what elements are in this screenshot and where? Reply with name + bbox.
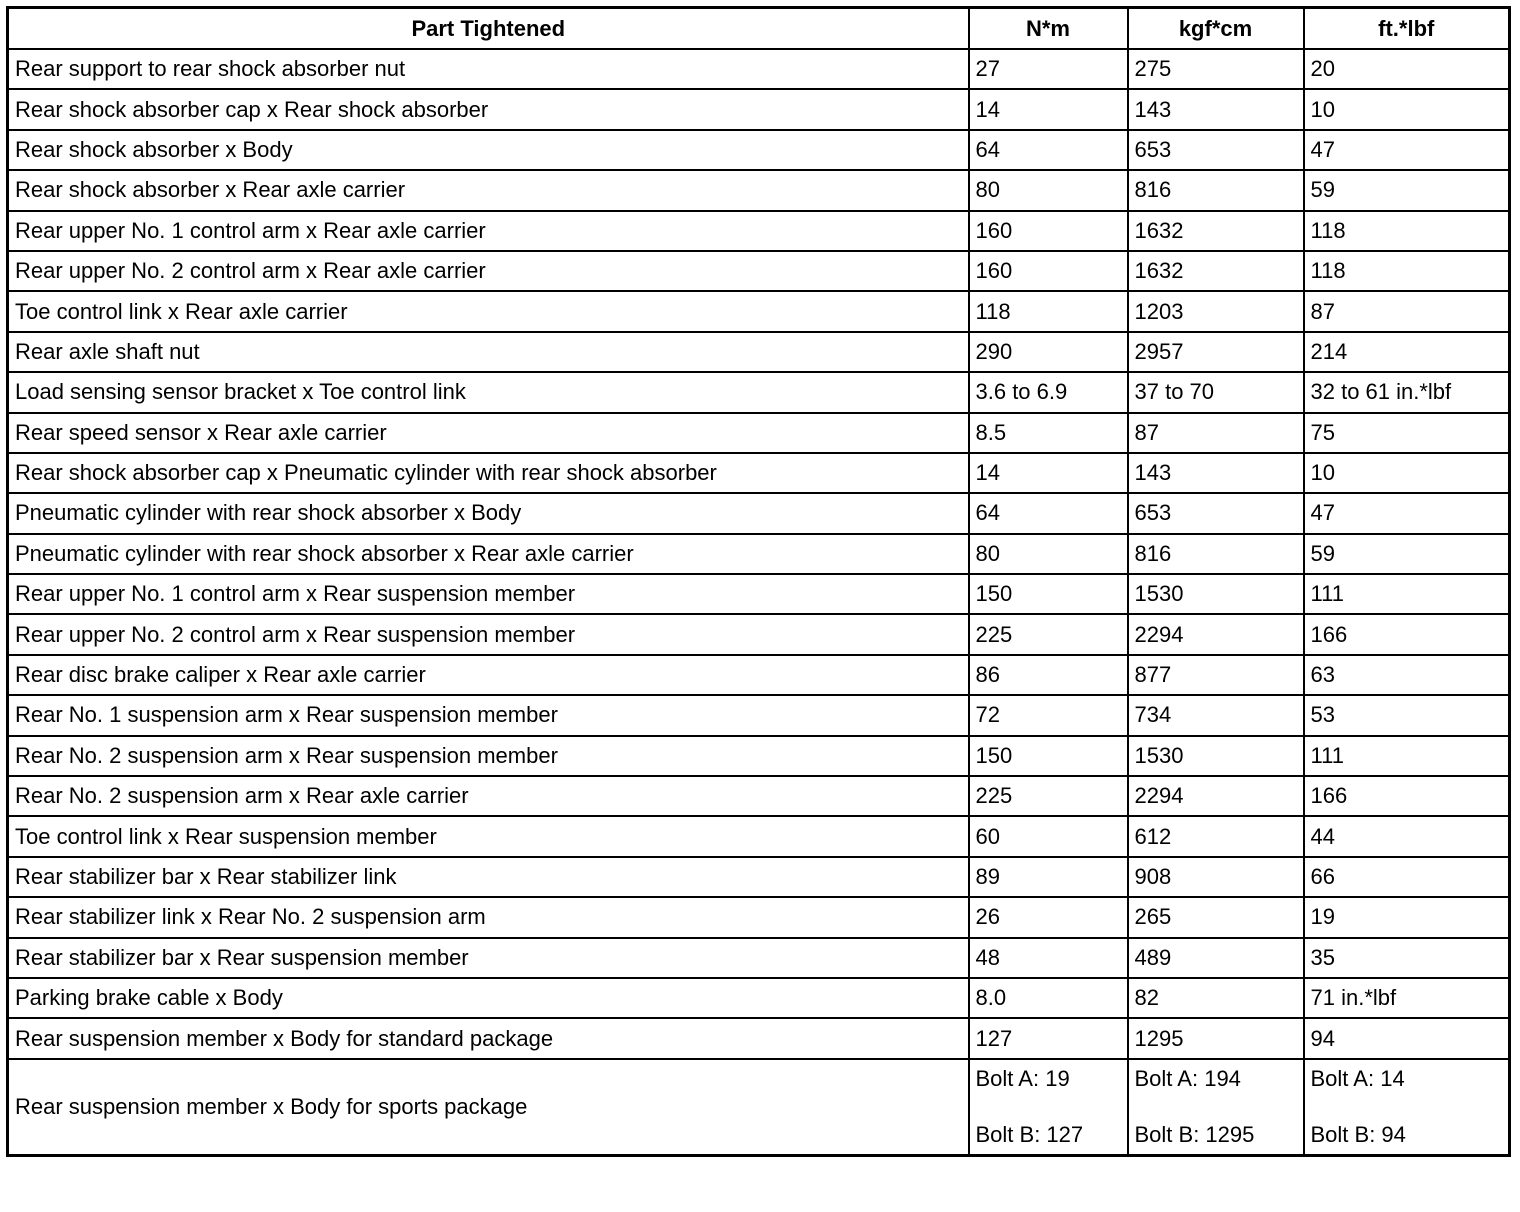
cell-part: Pneumatic cylinder with rear shock absorber x Body bbox=[8, 493, 969, 533]
cell-part: Toe control link x Rear suspension member bbox=[8, 816, 969, 856]
cell-kgfcm: 2957 bbox=[1128, 332, 1304, 372]
cell-kgfcm: 612 bbox=[1128, 816, 1304, 856]
cell-ftlbf: 94 bbox=[1304, 1018, 1510, 1058]
cell-ftlbf: 111 bbox=[1304, 574, 1510, 614]
cell-nm: 86 bbox=[969, 655, 1128, 695]
cell-ftlbf: 20 bbox=[1304, 49, 1510, 89]
table-row bbox=[8, 816, 1510, 856]
cell-part: Pneumatic cylinder with rear shock absorber x Rear axle carrier bbox=[8, 534, 969, 574]
cell-ftlbf: 44 bbox=[1304, 816, 1510, 856]
cell-part: Rear shock absorber cap x Rear shock absorber bbox=[8, 89, 969, 129]
cell-kgfcm: 734 bbox=[1128, 695, 1304, 735]
table-row bbox=[8, 89, 1510, 129]
cell-ftlbf: 47 bbox=[1304, 130, 1510, 170]
cell-nm: 225 bbox=[969, 776, 1128, 816]
table-body bbox=[8, 49, 1510, 1155]
cell-kgfcm: 265 bbox=[1128, 897, 1304, 937]
cell-ftlbf: 59 bbox=[1304, 534, 1510, 574]
cell-nm: 14 bbox=[969, 453, 1128, 493]
cell-part: Load sensing sensor bracket x Toe control link bbox=[8, 372, 969, 412]
cell-kgfcm: 143 bbox=[1128, 453, 1304, 493]
cell-kgfcm: 908 bbox=[1128, 857, 1304, 897]
table-row bbox=[8, 211, 1510, 251]
cell-ftlbf: 118 bbox=[1304, 211, 1510, 251]
cell-nm: 48 bbox=[969, 938, 1128, 978]
cell-part: Rear speed sensor x Rear axle carrier bbox=[8, 413, 969, 453]
cell-kgfcm: 82 bbox=[1128, 978, 1304, 1018]
cell-nm: 27 bbox=[969, 49, 1128, 89]
cell-ftlbf: 10 bbox=[1304, 89, 1510, 129]
cell-ftlbf: 166 bbox=[1304, 614, 1510, 654]
table-row bbox=[8, 251, 1510, 291]
cell-kgfcm: 653 bbox=[1128, 130, 1304, 170]
cell-nm: 14 bbox=[969, 89, 1128, 129]
cell-part: Rear upper No. 2 control arm x Rear suspension member bbox=[8, 614, 969, 654]
cell-part: Rear No. 2 suspension arm x Rear suspension member bbox=[8, 736, 969, 776]
table-row bbox=[8, 655, 1510, 695]
cell-kgfcm bbox=[1128, 1059, 1304, 1156]
cell-kgfcm: 37 to 70 bbox=[1128, 372, 1304, 412]
cell-kgfcm: 2294 bbox=[1128, 614, 1304, 654]
cell-ftlbf: 111 bbox=[1304, 736, 1510, 776]
torque-specification-table bbox=[6, 6, 1511, 1157]
cell-nm: 60 bbox=[969, 816, 1128, 856]
cell-nm: 64 bbox=[969, 493, 1128, 533]
bolt-a-ftlbf: Bolt A: 14 bbox=[1310, 1065, 1405, 1091]
table-row bbox=[8, 49, 1510, 89]
table-row bbox=[8, 736, 1510, 776]
cell-part: Rear upper No. 2 control arm x Rear axle carrier bbox=[8, 251, 969, 291]
cell-nm: 8.0 bbox=[969, 978, 1128, 1018]
table-row bbox=[8, 1018, 1510, 1058]
cell-nm: 290 bbox=[969, 332, 1128, 372]
cell-ftlbf: 87 bbox=[1304, 291, 1510, 331]
header-kgfcm: kgf*cm bbox=[1128, 8, 1304, 50]
cell-nm: 89 bbox=[969, 857, 1128, 897]
cell-ftlbf: 63 bbox=[1304, 655, 1510, 695]
cell-part: Rear shock absorber x Body bbox=[8, 130, 969, 170]
cell-nm: 160 bbox=[969, 211, 1128, 251]
cell-part: Rear stabilizer bar x Rear suspension member bbox=[8, 938, 969, 978]
cell-kgfcm: 87 bbox=[1128, 413, 1304, 453]
table-row-sports-package bbox=[8, 1059, 1510, 1156]
cell-kgfcm: 1632 bbox=[1128, 251, 1304, 291]
cell-ftlbf: 75 bbox=[1304, 413, 1510, 453]
cell-nm: 72 bbox=[969, 695, 1128, 735]
cell-ftlbf: 53 bbox=[1304, 695, 1510, 735]
table-row bbox=[8, 938, 1510, 978]
cell-part: Rear shock absorber cap x Pneumatic cylinder with rear shock absorber bbox=[8, 453, 969, 493]
bolt-a-nm: Bolt A: 19 bbox=[975, 1065, 1070, 1091]
cell-kgfcm: 1530 bbox=[1128, 736, 1304, 776]
cell-kgfcm: 1632 bbox=[1128, 211, 1304, 251]
cell-ftlbf: 166 bbox=[1304, 776, 1510, 816]
bolt-b-kgfcm: Bolt B: 1295 bbox=[1134, 1121, 1255, 1147]
cell-nm: 225 bbox=[969, 614, 1128, 654]
cell-part: Rear suspension member x Body for sports package bbox=[8, 1059, 969, 1156]
cell-kgfcm: 816 bbox=[1128, 534, 1304, 574]
table-row bbox=[8, 978, 1510, 1018]
cell-part: Rear disc brake caliper x Rear axle carrier bbox=[8, 655, 969, 695]
table-row bbox=[8, 372, 1510, 412]
cell-nm: 160 bbox=[969, 251, 1128, 291]
cell-ftlbf: 35 bbox=[1304, 938, 1510, 978]
cell-ftlbf: 10 bbox=[1304, 453, 1510, 493]
cell-part: Rear stabilizer bar x Rear stabilizer link bbox=[8, 857, 969, 897]
cell-kgfcm: 653 bbox=[1128, 493, 1304, 533]
header-row bbox=[8, 8, 1510, 50]
table-row bbox=[8, 332, 1510, 372]
cell-kgfcm: 1530 bbox=[1128, 574, 1304, 614]
bolt-b-ftlbf: Bolt B: 94 bbox=[1310, 1121, 1406, 1147]
cell-nm: 118 bbox=[969, 291, 1128, 331]
cell-nm: 26 bbox=[969, 897, 1128, 937]
cell-nm: 8.5 bbox=[969, 413, 1128, 453]
cell-part: Rear suspension member x Body for standard package bbox=[8, 1018, 969, 1058]
cell-nm: 64 bbox=[969, 130, 1128, 170]
cell-kgfcm: 2294 bbox=[1128, 776, 1304, 816]
cell-part: Rear upper No. 1 control arm x Rear axle carrier bbox=[8, 211, 969, 251]
cell-kgfcm: 1203 bbox=[1128, 291, 1304, 331]
cell-part: Parking brake cable x Body bbox=[8, 978, 969, 1018]
cell-ftlbf bbox=[1304, 1059, 1510, 1156]
table-row bbox=[8, 453, 1510, 493]
cell-kgfcm: 1295 bbox=[1128, 1018, 1304, 1058]
cell-ftlbf: 71 in.*lbf bbox=[1304, 978, 1510, 1018]
cell-kgfcm: 143 bbox=[1128, 89, 1304, 129]
cell-ftlbf: 118 bbox=[1304, 251, 1510, 291]
cell-ftlbf: 66 bbox=[1304, 857, 1510, 897]
cell-nm: 150 bbox=[969, 574, 1128, 614]
cell-part: Rear shock absorber x Rear axle carrier bbox=[8, 170, 969, 210]
table-row bbox=[8, 574, 1510, 614]
cell-ftlbf: 59 bbox=[1304, 170, 1510, 210]
cell-ftlbf: 32 to 61 in.*lbf bbox=[1304, 372, 1510, 412]
table-row bbox=[8, 776, 1510, 816]
cell-kgfcm: 489 bbox=[1128, 938, 1304, 978]
table-row bbox=[8, 170, 1510, 210]
table-row bbox=[8, 897, 1510, 937]
cell-part: Rear axle shaft nut bbox=[8, 332, 969, 372]
table-row bbox=[8, 695, 1510, 735]
cell-ftlbf: 47 bbox=[1304, 493, 1510, 533]
cell-part: Rear stabilizer link x Rear No. 2 suspension arm bbox=[8, 897, 969, 937]
cell-part: Toe control link x Rear axle carrier bbox=[8, 291, 969, 331]
cell-kgfcm: 275 bbox=[1128, 49, 1304, 89]
table-row bbox=[8, 130, 1510, 170]
cell-kgfcm: 816 bbox=[1128, 170, 1304, 210]
cell-part: Rear support to rear shock absorber nut bbox=[8, 49, 969, 89]
cell-nm: 150 bbox=[969, 736, 1128, 776]
table-row bbox=[8, 614, 1510, 654]
cell-nm: 3.6 to 6.9 bbox=[969, 372, 1128, 412]
header-nm: N*m bbox=[969, 8, 1128, 50]
table-row bbox=[8, 857, 1510, 897]
bolt-a-kgfcm: Bolt A: 194 bbox=[1134, 1065, 1241, 1091]
table-row bbox=[8, 493, 1510, 533]
header-part-tightened: Part Tightened bbox=[8, 8, 969, 50]
cell-nm: 127 bbox=[969, 1018, 1128, 1058]
cell-part: Rear upper No. 1 control arm x Rear suspension member bbox=[8, 574, 969, 614]
cell-kgfcm: 877 bbox=[1128, 655, 1304, 695]
cell-part: Rear No. 2 suspension arm x Rear axle carrier bbox=[8, 776, 969, 816]
table-row bbox=[8, 413, 1510, 453]
table-row bbox=[8, 534, 1510, 574]
cell-ftlbf: 214 bbox=[1304, 332, 1510, 372]
header-ftlbf: ft.*lbf bbox=[1304, 8, 1510, 50]
cell-nm: 80 bbox=[969, 534, 1128, 574]
table-row bbox=[8, 291, 1510, 331]
cell-part: Rear No. 1 suspension arm x Rear suspension member bbox=[8, 695, 969, 735]
cell-nm: 80 bbox=[969, 170, 1128, 210]
cell-nm bbox=[969, 1059, 1128, 1156]
bolt-b-nm: Bolt B: 127 bbox=[975, 1121, 1084, 1147]
cell-ftlbf: 19 bbox=[1304, 897, 1510, 937]
